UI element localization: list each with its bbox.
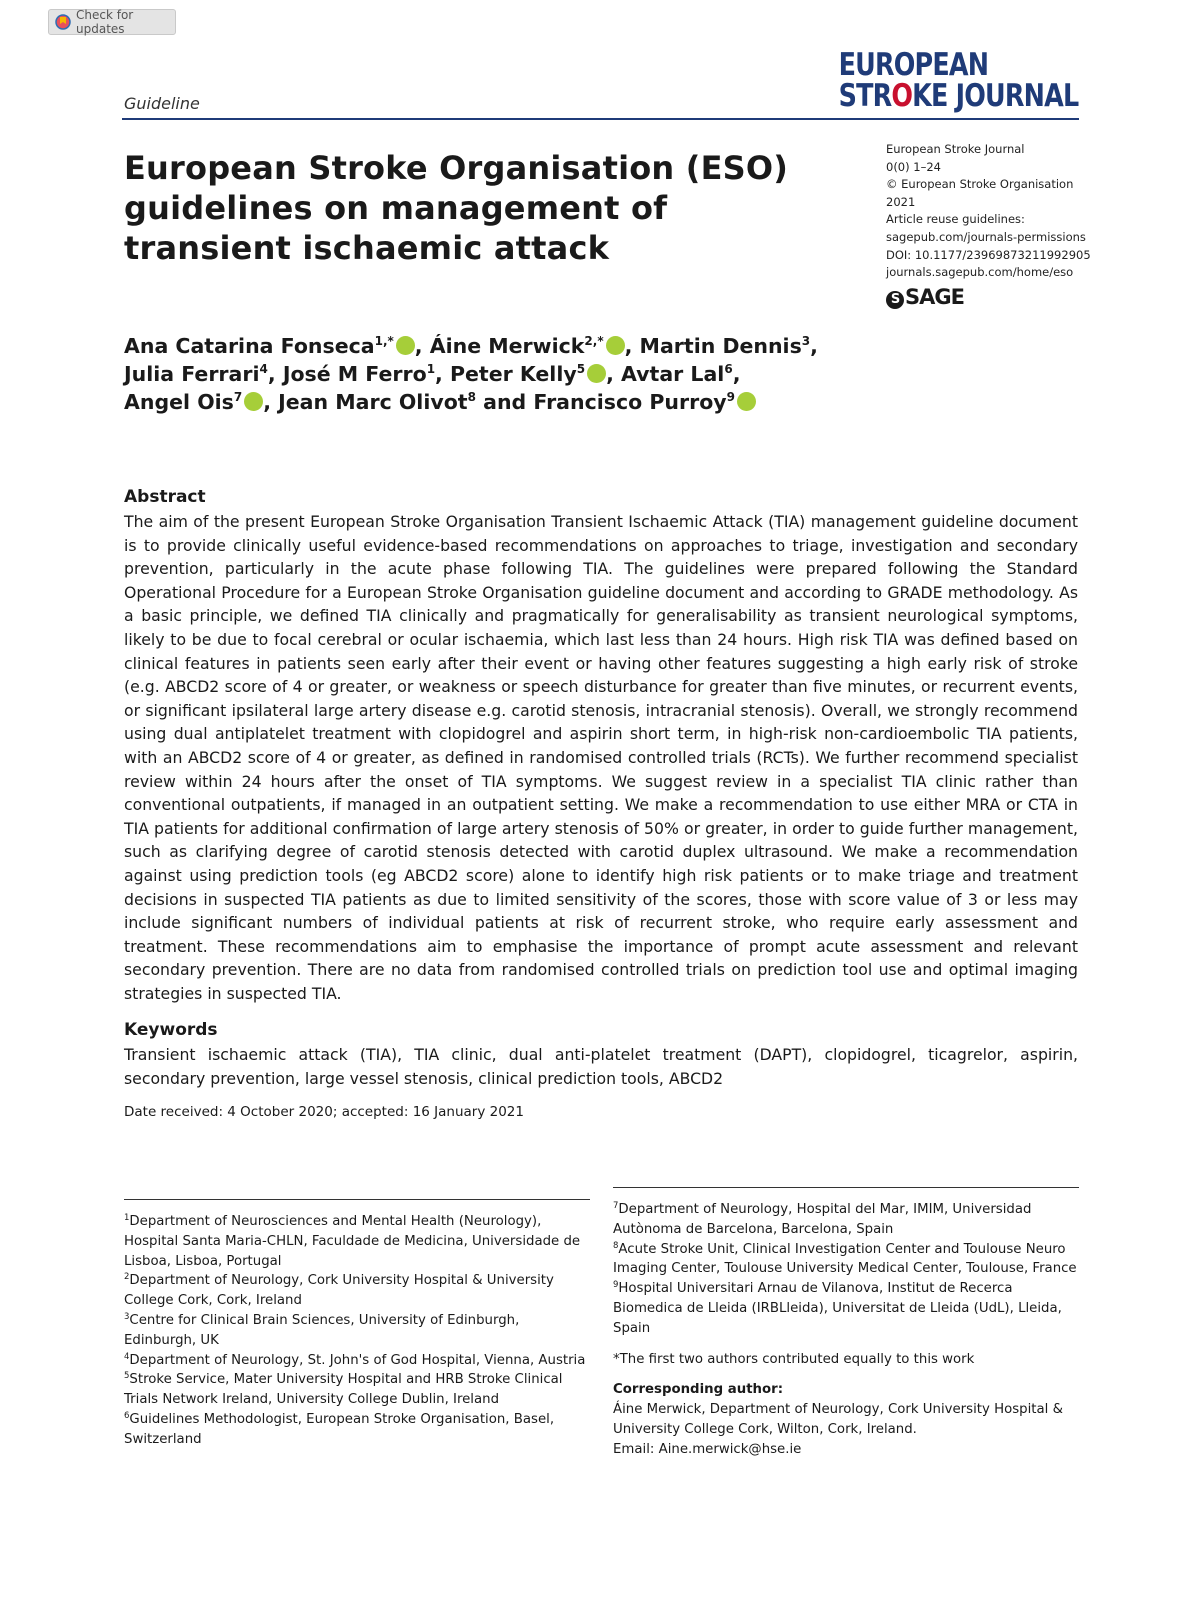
journal-home-link[interactable]: journals.sagepub.com/home/eso [886,265,1074,280]
doi-link[interactable]: DOI: 10.1177/23969873211992905 [886,247,1091,262]
author-name: José M Ferro [282,362,427,386]
author-affiliation-sup: 1,* [374,334,394,348]
keywords-body: Transient ischaemic attack (TIA), TIA clinic, dual anti-platelet treatment (DAPT), clopidogrel, ticagrelor, aspirin, secondary prevention, large vessel stenosis, clinical prediction tools, ABCD2 [124,1045,1078,1088]
orcid-icon[interactable] [737,392,756,411]
author-separator: , [414,334,430,358]
affiliation-item [124,1271,594,1311]
copyright: © European Stroke Organisation [886,177,1074,192]
sage-s-icon: S [886,291,904,309]
spacer [613,1339,1083,1350]
author-affiliation-sup: 2,* [584,334,604,348]
orcid-icon[interactable] [606,336,625,355]
author-name: Áine Merwick [429,334,585,358]
keywords-heading: Keywords [124,1020,218,1040]
orcid-icon[interactable] [244,392,263,411]
affiliation-text: Department of Neurology, Cork University Hospital & University College Cork, Cork, Ireland [124,1273,554,1309]
footnote-divider-left [124,1199,590,1200]
affiliations-left [124,1212,594,1450]
author-name: Avtar Lal [621,362,725,386]
affiliation-item [124,1351,594,1371]
affiliation-text: Acute Stroke Unit, Clinical Investigation Center and Toulouse Neuro Imaging Center, Toulouse University Medical Center, Toulouse, France [613,1241,1077,1277]
header-divider [122,118,1079,120]
author-separator: , [263,390,279,414]
affiliation-number: 6 [124,1410,130,1421]
affiliation-number: 5 [124,1371,130,1382]
author-affiliation-sup: 4 [259,362,268,376]
author-affiliation-sup: 5 [576,362,586,376]
reuse-link[interactable]: sagepub.com/journals-permissions [886,229,1086,244]
author-name: Martin Dennis [639,334,802,358]
affiliation-item [124,1370,594,1410]
affiliation-number: 8 [613,1240,619,1251]
reuse-label: Article reuse guidelines: [886,212,1025,227]
abstract-body: The aim of the present European Stroke Organisation Transient Ischaemic Attack (TIA) management guideline document is to provide clinically useful evidence-based recommendations on approaches to triage, investigation and secondary prevention, particularly in the acute phase following TIA. The guidelines were prepared following the Standard Operational Procedure for a European Stroke Organisation guideline document and according to GRADE methodology. As a basic principle, we defined TIA clinically and pragmatically for generalisability as transient neurological symptoms, likely to be due to focal cerebral or ocular ischaemia, which last less than 24 hours. High risk TIA was defined based on clinical features in patients seen early after their event or having other features suggesting a high early risk of stroke (e.g. ABCD2 score of 4 or greater, or weakness or speech disturbance for greater than five minutes, or recurrent events, or significant ipsilateral large artery disease e.g. carotid stenosis, intracranial stenosis). Overall, we strongly recommend using dual antiplatelet treatment with clopidogrel and aspirin short term, in high-risk non-cardioembolic TIA patients, with an ABCD2 score of 4 or greater, as defined in randomised controlled trials (RCTs). We further recommend specialist review within 24 hours after the onset of TIA symptoms. We suggest review in a specialist TIA clinic rather than conventional outpatients, if managed in an outpatient setting. We make a recommendation to use either MRA or CTA in TIA patients for additional confirmation of large artery stenosis of 50% or greater, in order to guide further management, such as clarifying degree of carotid stenosis detected with carotid duplex ultrasound. We make a recommendation against using prediction tools (eg ABCD2 score) alone to identify high risk patients or to make triage and treatment decisions in suspected TIA patients as due to limited sensitivity of the scores, those with score value of 3 or less may include significant numbers of individual patients at risk of recurrent stroke, who require early assessment and treatment. These recommendations aim to emphasise the importance of prompt acute assessment and relevant secondary prevention. There are no data from randomised controlled trials on prediction tool use and optimal imaging strategies in suspected TIA. [124,512,1078,1003]
author-separator: , [624,334,640,358]
publisher-logo-text: SAGE [905,285,964,309]
author-affiliation-sup: 3 [801,334,811,348]
affiliation-number: 7 [613,1201,619,1211]
journal-name: European Stroke Journal [886,142,1025,156]
journal-logo-part: KE JOURNAL [911,78,1078,114]
submission-dates: Date received: 4 October 2020; accepted: 16 January 2021 [124,1104,524,1120]
check-for-updates-button[interactable] [48,9,176,35]
orcid-icon[interactable] [587,364,606,383]
journal-logo-line1: EUROPEAN [838,47,988,83]
corresponding-author-heading: Corresponding author: [613,1382,784,1398]
article-title: European Stroke Organisation (ESO) guidelines on management of transient ischaemic attack [124,149,789,267]
abstract-heading: Abstract [124,487,206,507]
author-affiliation-sup: 9 [726,390,736,404]
author-separator: , [810,334,818,358]
affiliation-text: Hospital Universitari Arnau de Vilanova, Institut de Recerca Biomedica de Lleida (IRBLleida), Universitat de Lleida (UdL), Lleida, Spain [613,1281,1062,1336]
author-name: Julia Ferrari [124,362,260,386]
author-list [124,332,884,416]
affiliation-text: Guidelines Methodologist, European Stroke Organisation, Basel, Switzerland [124,1411,555,1447]
author-name: Jean Marc Olivot [278,390,468,414]
author-separator: , [267,362,283,386]
author-separator: , [435,362,450,386]
publisher-logo [886,285,964,309]
affiliations-right [613,1200,1083,1460]
author-separator: and [475,390,534,414]
author-separator: , [732,362,741,386]
volume-pages: 0(0) 1–24 [886,159,941,174]
affiliation-item [124,1212,594,1271]
author-name: Francisco Purroy [533,390,727,414]
journal-logo-line2 [838,78,1078,114]
journal-logo-red-o: O [891,78,912,114]
author-affiliation-sup: 7 [233,390,243,404]
author-name: Angel Ois [124,390,234,414]
affiliation-number: 9 [613,1280,619,1291]
affiliation-number: 3 [124,1311,130,1322]
author-affiliation-sup: 8 [467,390,476,404]
author-affiliation-sup: 6 [724,362,733,376]
corresponding-author-line1: Áine Merwick, Department of Neurology, Cork University Hospital & [613,1402,1063,1418]
affiliation-item [613,1279,1083,1338]
affiliation-text: Stroke Service, Mater University Hospital and HRB Stroke Clinical Trials Network Ireland, University College Dublin, Ireland [124,1372,563,1408]
orcid-icon[interactable] [396,336,415,355]
affiliations-right-list [613,1200,1083,1339]
affiliation-text: Centre for Clinical Brain Sciences, University of Edinburgh, Edinburgh, UK [124,1312,520,1348]
corresponding-author-email[interactable]: Email: Aine.merwick@hse.ie [613,1441,802,1457]
copyright-year: 2021 [886,194,916,209]
journal-info [886,141,1091,282]
footnote-divider-right [613,1187,1079,1188]
spacer [613,1369,1083,1380]
author-name: Ana Catarina Fonseca [124,334,375,358]
affiliation-number: 2 [124,1272,130,1283]
journal-logo [838,47,1078,114]
affiliation-text: Department of Neurosciences and Mental Health (Neurology), Hospital Santa Maria-CHLN, Faculdade de Medicina, Universidade de Lisboa, Lisboa, Portugal [124,1214,581,1269]
journal-logo-part: STR [838,78,892,114]
affiliation-number: 4 [124,1351,130,1362]
affiliation-item [613,1240,1083,1280]
equal-contribution-note: *The first two authors contributed equally to this work [613,1351,975,1367]
affiliation-text: Department of Neurology, Hospital del Mar, IMIM, Universidad Autònoma de Barcelona, Barcelona, Spain [613,1202,1032,1237]
author-separator: , [606,362,622,386]
affiliation-item [124,1410,594,1450]
affiliation-text: Department of Neurology, St. John's of God Hospital, Vienna, Austria [129,1352,586,1368]
affiliation-item [613,1200,1083,1240]
affiliation-number: 1 [124,1213,130,1223]
affiliation-item [124,1311,594,1351]
check-updates-icon [55,14,71,30]
corresponding-author-line2: University College Cork, Wilton, Cork, Ireland. [613,1421,917,1437]
check-for-updates-label: Check for updates [76,8,134,36]
article-type-label: Guideline [124,94,200,113]
author-affiliation-sup: 1 [426,362,436,376]
author-name: Peter Kelly [449,362,577,386]
